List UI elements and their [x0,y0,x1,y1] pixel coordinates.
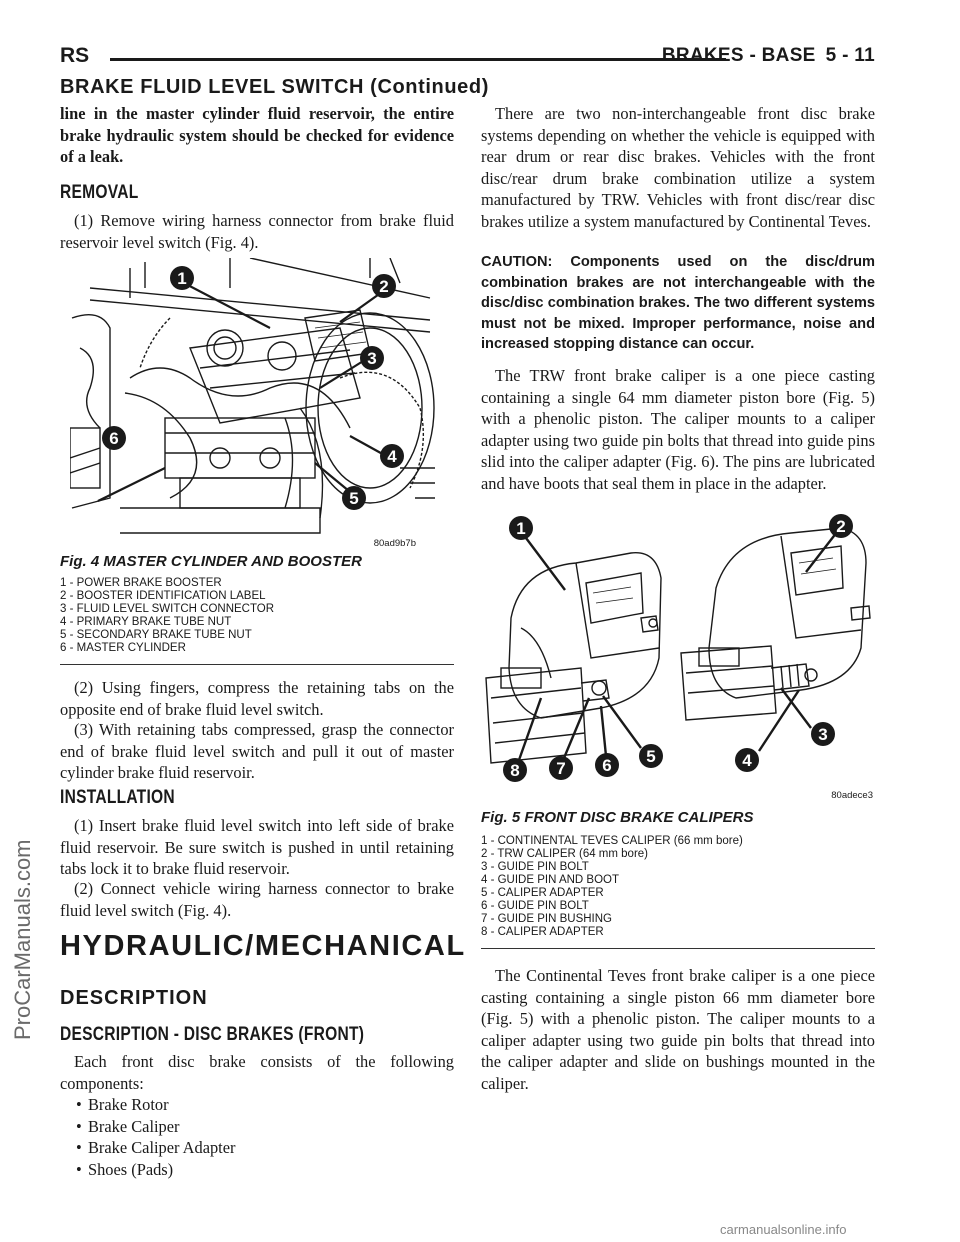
fig4-legend-item: 4 - PRIMARY BRAKE TUBE NUT [60,616,232,628]
intro-paragraph: line in the master cylinder fluid reservoir, the entire brake hydraulic system should be checked for evidence of a leak. [60,104,454,166]
removal-step-1: (1) Remove wiring harness connector from brake fluid reservoir level switch (Fig. 4). [60,211,454,252]
fig4-code: 80ad9b7b [373,538,416,549]
component-item: • Shoes (Pads) [60,1159,454,1181]
fig5-callout-1-label: 1 [516,519,526,538]
fig5-callout-4-label: 4 [742,751,752,770]
install-step-2: (2) Connect vehicle wiring harness connector to brake fluid level switch (Fig. 4). [60,879,454,920]
fig4-callout-2-label: 2 [379,277,389,296]
header-section-title: BRAKES - BASE [661,45,816,66]
fig4-callout-1-label: 1 [177,269,187,288]
components-intro: Each front disc brake consists of the following components: [60,1052,454,1093]
continued-title: BRAKE FLUID LEVEL SWITCH (Continued) [60,76,489,98]
removal-heading: REMOVAL [60,182,139,203]
fig4-master-cylinder-illustration [70,258,440,550]
component-item: • Brake Caliper [60,1116,454,1138]
hydraulic-heading: HYDRAULIC/MECHANICAL [60,930,466,962]
fig5-rule [481,948,875,949]
component-item: • Brake Caliper Adapter [60,1137,454,1159]
header-page-number: 5 - 11 [825,45,875,66]
fig4-callout-6-label: 6 [109,429,119,448]
side-watermark: ProCarManuals.com [10,839,35,1040]
caution-note: CAUTION: Components used on the disc/drum combination brakes are not interchangeable with the disc/disc combination brakes. The two different systems must not be mixed. Improper performance, noise and increased stopping distance can occur. [481,254,875,352]
fig5-legend-item: 5 - CALIPER ADAPTER [481,887,604,899]
fig4-legend-item: 6 - MASTER CYLINDER [60,642,186,654]
fig5-callout-8-label: 8 [510,761,520,780]
disc-front-heading: DESCRIPTION - DISC BRAKES (FRONT) [60,1024,365,1045]
fig4-callout-4-label: 4 [387,447,397,466]
fig4-legend-item: 5 - SECONDARY BRAKE TUBE NUT [60,629,252,641]
fig4-rule [60,664,454,665]
fig5-legend-item: 2 - TRW CALIPER (64 mm bore) [481,848,649,860]
fig5-legend-item: 8 - CALIPER ADAPTER [481,926,604,938]
fig5-callout-3-label: 3 [818,725,828,744]
teves-caliper-paragraph: The Continental Teves front brake caliper is a one piece casting containing a single piston 66 mm diameter bore (Fig. 5) with a phenolic piston. The caliper mounts to a caliper adapter using two guide pin bolts that thread into the caliper adapter and slide on bushings mounted in the caliper. [481,966,875,1093]
fig4-legend-item: 1 - POWER BRAKE BOOSTER [60,577,222,589]
removal-step-2: (2) Using fingers, compress the retaining tabs on the opposite end of brake fluid level switch. [60,678,454,719]
fig4-caption: Fig. 4 MASTER CYLINDER AND BOOSTER [60,553,362,570]
fig5-legend-item: 3 - GUIDE PIN BOLT [481,861,589,873]
components-list [60,1094,454,1180]
fig5-legend-item: 1 - CONTINENTAL TEVES CALIPER (66 mm bore) [481,835,743,847]
fig4-legend-item: 2 - BOOSTER IDENTIFICATION LABEL [60,590,266,602]
description-heading: DESCRIPTION [60,987,208,1009]
fig5-caliper-illustration [481,508,875,810]
fig5-callout-5-label: 5 [646,747,656,766]
removal-step-3: (3) With retaining tabs compressed, grasp the connector end of brake fluid level switch and pull it out of master cylinder brake fluid reservoir. [60,720,454,782]
bottom-watermark: carmanualsonline.info [720,1222,847,1237]
two-systems-paragraph: There are two non-interchangeable front disc brake systems depending on whether the vehicle is equipped with rear drum or rear disc brakes. Vehicles with the front disc/rear drum brake combination utilize a system manufactured by TRW. Vehicles with front disc/rear disc brakes utilize a system manufactured by Continental Teves. [481,104,875,231]
install-step-1: (1) Insert brake fluid level switch into left side of brake fluid reservoir. Be sure switch is pushed in until retaining tabs lock it to brake fluid reservoir. [60,816,454,878]
fig5-caption: Fig. 5 FRONT DISC BRAKE CALIPERS [481,809,754,826]
fig5-code: 80adece3 [831,790,873,801]
page-header [60,44,875,68]
header-section [652,45,875,67]
fig5-callout-2-label: 2 [836,517,846,536]
fig5-legend-item: 7 - GUIDE PIN BUSHING [481,913,612,925]
trw-caliper-paragraph: The TRW front brake caliper is a one piece casting containing a single 64 mm diameter piston bore (Fig. 5) with a phenolic piston. The caliper mounts to a caliper adapter using two guide pin bolts that thread into guide pins slid into the caliper adapter (Fig. 6). The pins are lubricated and have boots that seal them in place in the adapter. [481,366,875,493]
fig4-legend [60,577,274,655]
fig4-callout-3-label: 3 [367,349,377,368]
header-model-code: RS [60,44,90,67]
installation-heading: INSTALLATION [60,787,175,808]
fig5-callout-6-label: 6 [602,756,612,775]
fig5-legend [481,835,743,939]
fig5-legend-item: 4 - GUIDE PIN AND BOOT [481,874,620,886]
fig5-legend-item: 6 - GUIDE PIN BOLT [481,900,589,912]
header-rule [110,58,726,61]
component-item: • Brake Rotor [60,1094,454,1116]
fig4-callout-5-label: 5 [349,489,359,508]
fig4-legend-item: 3 - FLUID LEVEL SWITCH CONNECTOR [60,603,275,615]
fig5-callout-7-label: 7 [556,759,566,778]
